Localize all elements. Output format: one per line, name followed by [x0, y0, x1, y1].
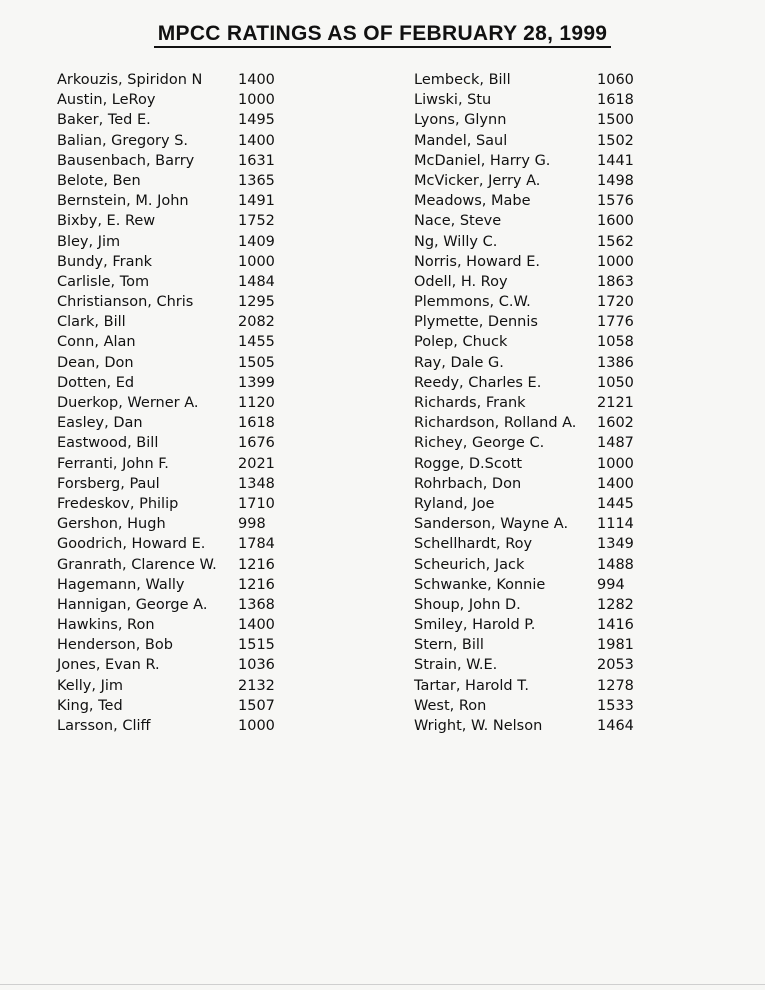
player-rating: 1676 [238, 435, 275, 452]
player-name: Odell, H. Roy [414, 273, 508, 290]
player-rating: 1445 [597, 495, 634, 512]
player-name: Richards, Frank [414, 395, 526, 411]
player-rating: 2132 [238, 677, 275, 694]
player-rating: 1863 [597, 273, 634, 290]
player-rating: 1533 [597, 697, 634, 714]
player-name: Tartar, Harold T. [414, 677, 529, 694]
player-name: Polep, Chuck [414, 334, 508, 351]
player-rating: 1000 [238, 92, 275, 109]
player-rating: 2021 [238, 455, 275, 472]
player-name: Schellhardt, Roy [414, 536, 533, 553]
player-rating: 1282 [597, 596, 634, 613]
player-name: Mandel, Saul [414, 132, 508, 149]
player-rating: 1058 [597, 334, 634, 351]
player-name: Bley, Jim [57, 233, 121, 250]
player-name: Balian, Gregory S. [57, 132, 189, 149]
player-rating: 1114 [597, 516, 634, 533]
player-rating: 1710 [238, 495, 275, 512]
player-name: Clark, Bill [57, 314, 126, 331]
player-rating: 1981 [597, 637, 634, 654]
player-rating: 1562 [597, 233, 634, 250]
player-name: Richardson, Rolland A. [414, 415, 577, 432]
player-name: Lembeck, Bill [414, 72, 511, 88]
player-rating: 1491 [238, 193, 275, 210]
page-title [0, 22, 765, 46]
player-name: Ray, Dale G. [414, 354, 504, 371]
player-name: McVicker, Jerry A. [414, 172, 541, 189]
player-name: Gershon, Hugh [57, 516, 166, 533]
player-rating: 1507 [238, 697, 275, 714]
player-name: Carlisle, Tom [57, 273, 150, 290]
player-rating: 1060 [597, 72, 634, 88]
player-rating: 1409 [238, 233, 275, 250]
player-name: Austin, LeRoy [57, 92, 156, 109]
player-rating: 1050 [597, 374, 634, 391]
player-name: Rohrbach, Don [414, 475, 522, 492]
player-rating: 1295 [238, 294, 275, 311]
player-name: Jones, Evan R. [57, 657, 160, 674]
player-rating: 1776 [597, 314, 634, 331]
player-rating: 1399 [238, 374, 275, 391]
player-rating: 1000 [238, 718, 275, 734]
player-rating: 1000 [238, 253, 275, 270]
player-rating: 1400 [597, 475, 634, 492]
player-rating: 998 [238, 516, 266, 533]
player-rating: 1495 [238, 112, 275, 129]
player-rating: 1000 [597, 253, 634, 270]
player-name: Wright, W. Nelson [414, 718, 543, 734]
player-name: Richey, George C. [414, 435, 545, 452]
player-name: Dean, Don [57, 354, 134, 371]
player-rating: 1505 [238, 354, 275, 371]
player-rating: 1368 [238, 596, 275, 613]
player-name: Belote, Ben [57, 172, 141, 189]
player-rating: 1600 [597, 213, 634, 230]
player-rating: 1631 [238, 152, 275, 169]
player-name: Dotten, Ed [57, 374, 135, 391]
player-rating: 1602 [597, 415, 634, 432]
player-name: Forsberg, Paul [57, 475, 160, 492]
player-name: Bixby, E. Rew [57, 213, 156, 230]
player-rating: 1488 [597, 556, 634, 573]
player-name: Scheurich, Jack [414, 556, 525, 573]
player-rating: 1618 [597, 92, 634, 109]
player-rating: 1216 [238, 576, 275, 593]
player-name: Ryland, Joe [414, 495, 495, 512]
player-name: Bausenbach, Barry [57, 152, 195, 169]
player-name: King, Ted [57, 697, 123, 714]
player-name: Plymette, Dennis [414, 314, 538, 331]
player-rating: 1784 [238, 536, 275, 553]
player-name: Ng, Willy C. [414, 233, 498, 250]
player-rating: 1618 [238, 415, 275, 432]
player-rating: 1498 [597, 172, 634, 189]
player-rating: 1484 [238, 273, 275, 290]
player-name: Smiley, Harold P. [414, 617, 536, 634]
player-rating: 1576 [597, 193, 634, 210]
player-name: Fredeskov, Philip [57, 495, 179, 512]
player-name: West, Ron [414, 697, 487, 714]
player-name: Sanderson, Wayne A. [414, 516, 569, 533]
player-rating: 2053 [597, 657, 634, 674]
player-name: Larsson, Cliff [57, 718, 151, 734]
player-rating: 1000 [597, 455, 634, 472]
player-name: Henderson, Bob [57, 637, 173, 654]
player-name: Stern, Bill [414, 637, 484, 654]
player-name: Granrath, Clarence W. [57, 556, 217, 573]
player-rating: 1216 [238, 556, 275, 573]
player-rating: 1515 [238, 637, 275, 654]
player-name: Shoup, John D. [414, 596, 521, 613]
player-name: Reedy, Charles E. [414, 374, 542, 391]
player-rating: 1349 [597, 536, 634, 553]
player-rating: 1752 [238, 213, 275, 230]
player-rating: 1348 [238, 475, 275, 492]
player-rating: 1365 [238, 172, 275, 189]
player-rating: 1120 [238, 395, 275, 411]
player-name: Bundy, Frank [57, 253, 153, 270]
player-name: Meadows, Mabe [414, 193, 531, 210]
player-name: Arkouzis, Spiridon N [57, 72, 203, 88]
player-rating: 1500 [597, 112, 634, 129]
player-name: Kelly, Jim [57, 677, 123, 694]
player-rating: 1400 [238, 617, 275, 634]
player-name: Lyons, Glynn [414, 112, 507, 129]
player-name: Duerkop, Werner A. [57, 395, 199, 411]
player-name: Eastwood, Bill [57, 435, 159, 452]
player-name: Goodrich, Howard E. [57, 536, 206, 553]
player-rating: 1036 [238, 657, 275, 674]
player-rating: 1502 [597, 132, 634, 149]
player-name: Liwski, Stu [414, 92, 492, 109]
page-edge-line [0, 984, 765, 985]
player-name: McDaniel, Harry G. [414, 152, 551, 169]
player-rating: 2121 [597, 395, 634, 411]
player-name: Bernstein, M. John [57, 193, 189, 210]
player-name: Baker, Ted E. [57, 112, 151, 129]
player-name: Schwanke, Konnie [414, 576, 546, 593]
player-name: Norris, Howard E. [414, 253, 540, 270]
player-name: Hawkins, Ron [57, 617, 155, 634]
player-name: Easley, Dan [57, 415, 143, 432]
player-name: Christianson, Chris [57, 294, 194, 311]
player-name: Conn, Alan [57, 334, 136, 351]
player-name: Hagemann, Wally [57, 576, 185, 593]
player-rating: 1400 [238, 132, 275, 149]
player-rating: 1278 [597, 677, 634, 694]
player-rating: 1464 [597, 718, 634, 734]
player-name: Rogge, D.Scott [414, 455, 523, 472]
player-rating: 1720 [597, 294, 634, 311]
player-name: Hannigan, George A. [57, 596, 208, 613]
player-rating: 2082 [238, 314, 275, 331]
player-rating: 1416 [597, 617, 634, 634]
player-rating: 1441 [597, 152, 634, 169]
player-name: Plemmons, C.W. [414, 294, 531, 311]
player-rating: 1487 [597, 435, 634, 452]
player-rating: 1386 [597, 354, 634, 371]
page-title-text: MPCC RATINGS AS OF FEBRUARY 28, 1999 [154, 22, 612, 48]
player-name: Nace, Steve [414, 213, 502, 230]
player-rating: 994 [597, 576, 625, 593]
player-rating: 1400 [238, 72, 275, 88]
player-name: Strain, W.E. [414, 657, 498, 674]
player-name: Ferranti, John F. [57, 455, 169, 472]
player-rating: 1455 [238, 334, 275, 351]
